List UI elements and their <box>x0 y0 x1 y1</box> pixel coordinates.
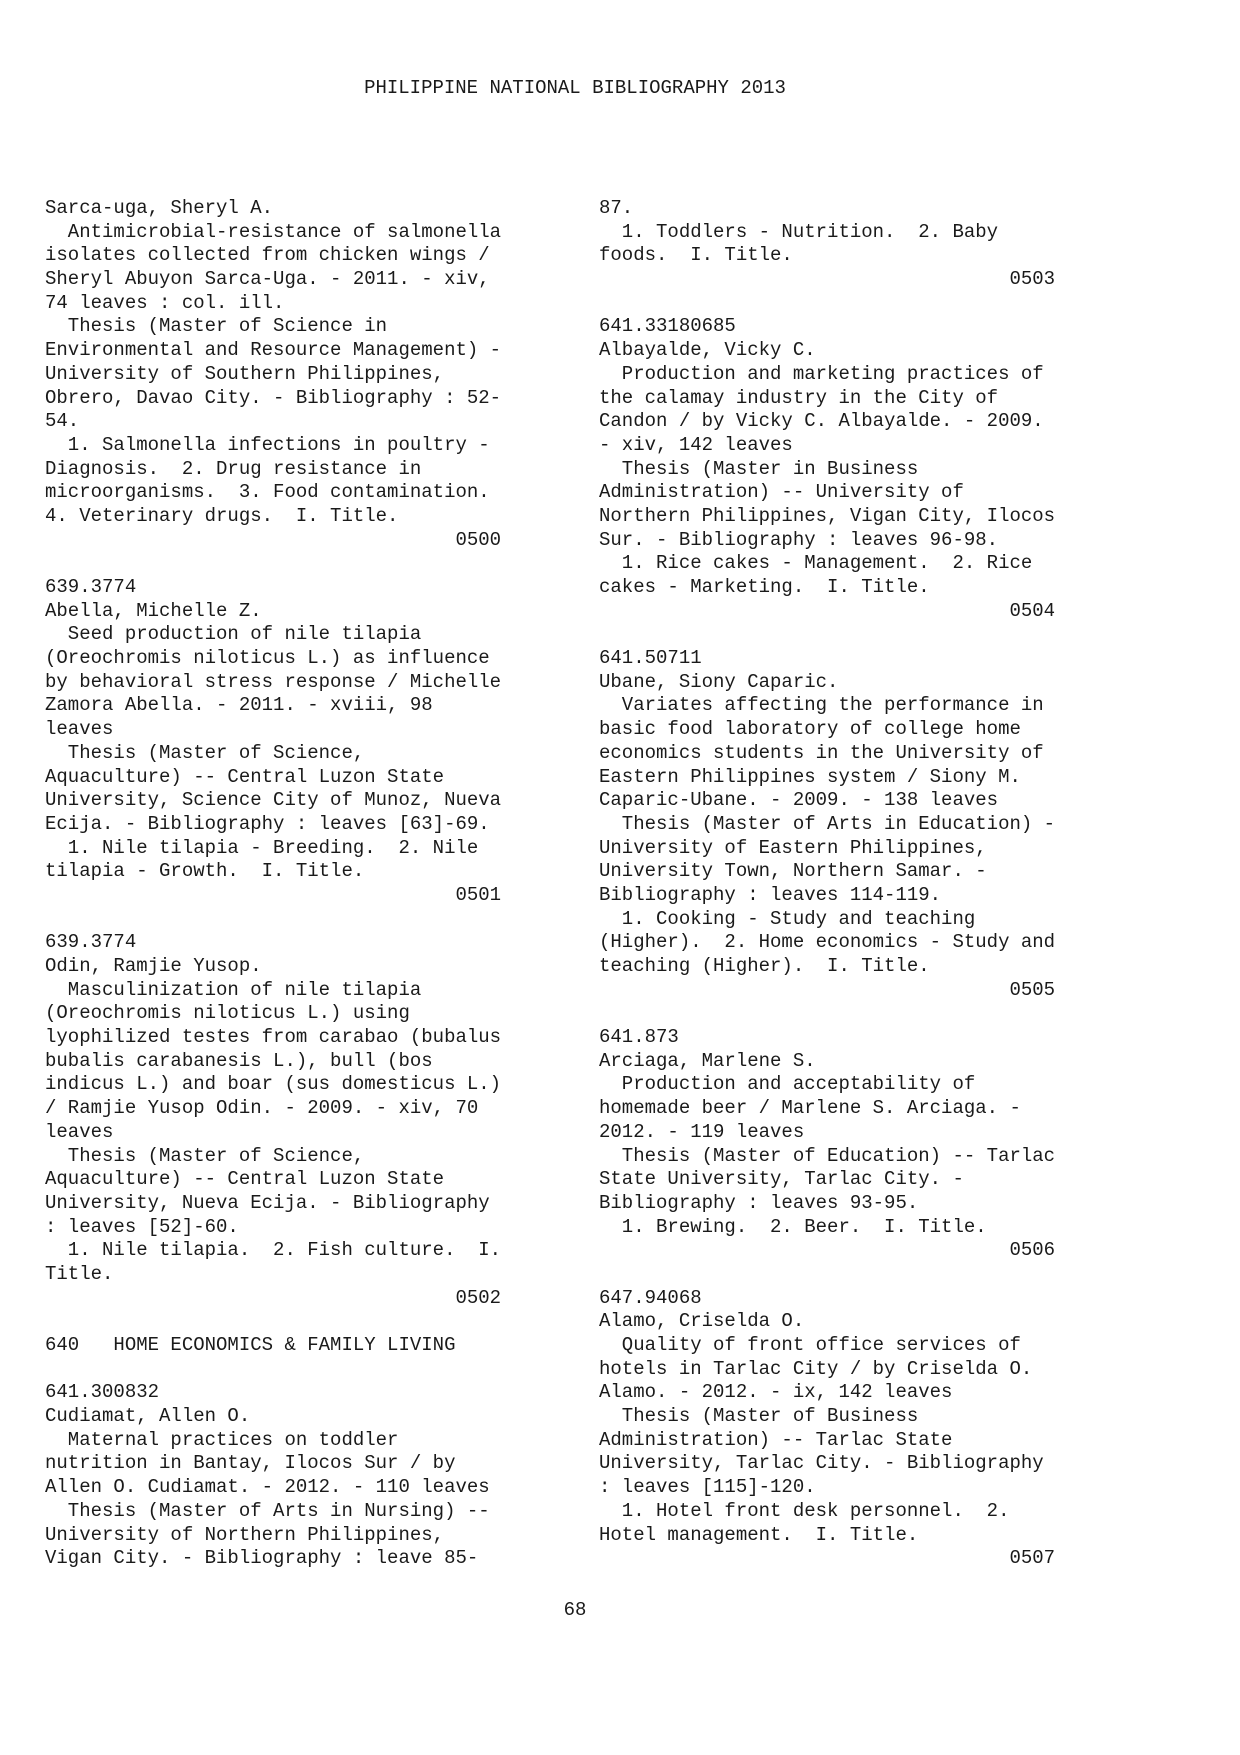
entry-line: 0506 <box>599 1239 1056 1262</box>
entry-line: Maternal practices on toddler <box>45 1428 399 1451</box>
entry-line: Vigan City. - Bibliography : leave 85- <box>45 1547 479 1570</box>
entry-line: University Town, Northern Samar. - <box>599 860 987 883</box>
entry-line: Thesis (Master of Education) -- Tarlac <box>599 1144 1056 1167</box>
entry-line: 1. Toddlers - Nutrition. 2. Baby <box>599 220 999 243</box>
entry-line: (Oreochromis niloticus L.) using <box>45 1002 410 1025</box>
entry-line: teaching (Higher). I. Title. <box>599 955 930 977</box>
entry-line: hotels in Tarlac City / by Criselda O. <box>599 1357 1033 1380</box>
entry-line: economics students in the University of <box>599 741 1044 764</box>
entry-line <box>45 552 545 576</box>
entry-line: 641.50711 <box>599 647 702 670</box>
entry-line: 0501 <box>45 883 502 906</box>
left-column <box>45 197 545 1571</box>
entry-line: foods. I. Title. <box>599 244 793 267</box>
entry-line: Administration) -- University of <box>599 481 964 504</box>
entry-line: Title. <box>45 1262 114 1285</box>
entry-line <box>45 908 545 932</box>
entry-line: the calamay industry in the City of <box>599 386 999 409</box>
entry-line: 1. Rice cakes - Management. 2. Rice <box>599 552 1033 575</box>
entry-line: tilapia - Growth. I. Title. <box>45 860 365 883</box>
entry-line: 0504 <box>599 599 1056 622</box>
entry-line: Caparic-Ubane. - 2009. - 138 leaves <box>599 789 999 812</box>
entry-line: Odin, Ramjie Yusop. <box>45 955 262 977</box>
entry-line: Thesis (Master of Arts in Nursing) -- <box>45 1499 490 1522</box>
entry-line: University of Southern Philippines, <box>45 362 445 385</box>
entry-line: Production and acceptability of <box>599 1073 976 1096</box>
entry-line: Thesis (Master of Science, <box>45 1144 365 1167</box>
entry-line: Aquaculture) -- Central Luzon State <box>45 765 445 788</box>
entry-line: Allen O. Cudiamat. - 2012. - 110 leaves <box>45 1476 490 1499</box>
entry-line: Eastern Philippines system / Siony M. <box>599 765 1021 788</box>
entry-line: 1. Nile tilapia. 2. Fish culture. I. <box>45 1239 502 1262</box>
entry-line: 0505 <box>599 978 1056 1001</box>
entry-line: 641.873 <box>599 1026 679 1049</box>
entry-line: Thesis (Master of Business <box>599 1405 919 1428</box>
entry-line: 0502 <box>45 1286 502 1309</box>
entry-line: 87. <box>599 197 634 219</box>
entry-line: 640 HOME ECONOMICS & FAMILY LIVING <box>45 1334 456 1356</box>
entry-line: Quality of front office services of <box>599 1334 1021 1356</box>
entry-line: Seed production of nile tilapia <box>45 623 422 646</box>
entry-line: Zamora Abella. - 2011. - xviii, 98 <box>45 694 433 717</box>
entry-line: (Higher). 2. Home economics - Study and <box>599 931 1056 954</box>
entry-line: 647.94068 <box>599 1286 702 1309</box>
entry-line: State University, Tarlac City. - <box>599 1168 964 1191</box>
entry-line: nutrition in Bantay, Ilocos Sur / by <box>45 1452 456 1475</box>
entry-line: University, Science City of Munoz, Nueva <box>45 789 502 812</box>
entry-line: 74 leaves : col. ill. <box>45 291 285 314</box>
entry-line <box>599 623 1099 647</box>
entry-line: 1. Nile tilapia - Breeding. 2. Nile <box>45 836 479 859</box>
entry-line: homemade beer / Marlene S. Arciaga. - <box>599 1097 1021 1120</box>
entry-line: Ecija. - Bibliography : leaves [63]-69. <box>45 812 490 835</box>
entry-line: Thesis (Master of Arts in Education) - <box>599 812 1056 835</box>
entry-line: Ubane, Siony Caparic. <box>599 670 839 693</box>
entry-line: Sur. - Bibliography : leaves 96-98. <box>599 528 999 551</box>
entry-line: 1. Salmonella infections in poultry - <box>45 433 490 456</box>
entry-line: lyophilized testes from carabao (bubalus <box>45 1026 502 1049</box>
entry-line: cakes - Marketing. I. Title. <box>599 576 930 598</box>
entry-line: 0507 <box>599 1547 1056 1570</box>
entry-line: : leaves [115]-120. <box>599 1476 816 1499</box>
entry-line: Obrero, Davao City. - Bibliography : 52- <box>45 386 502 409</box>
entry-line: by behavioral stress response / Michelle <box>45 670 502 693</box>
entry-line: Antimicrobial-resistance of salmonella <box>45 220 502 243</box>
entry-line: Hotel management. I. Title. <box>599 1523 919 1546</box>
entry-line: Abella, Michelle Z. <box>45 599 262 622</box>
entry-line <box>45 1358 545 1382</box>
entry-line: basic food laboratory of college home <box>599 718 1021 741</box>
entry-line: 639.3774 <box>45 931 137 954</box>
entry-line: 1. Cooking - Study and teaching <box>599 907 976 930</box>
entry-line: bubalis carabanesis L.), bull (bos <box>45 1049 433 1072</box>
entry-line: University of Northern Philippines, <box>45 1523 445 1546</box>
entry-line: 1. Brewing. 2. Beer. I. Title. <box>599 1215 987 1238</box>
entry-line: indicus L.) and boar (sus domesticus L.) <box>45 1073 502 1096</box>
entry-line <box>599 292 1099 316</box>
right-column <box>599 197 1099 1571</box>
entry-line: Cudiamat, Allen O. <box>45 1405 251 1428</box>
entry-line: University, Nueva Ecija. - Bibliography <box>45 1191 490 1214</box>
entry-line: Thesis (Master of Science in <box>45 315 388 338</box>
entry-line: 639.3774 <box>45 576 137 598</box>
entry-line: (Oreochromis niloticus L.) as influence <box>45 647 490 670</box>
entry-line: Variates affecting the performance in <box>599 694 1044 717</box>
entry-line: Arciaga, Marlene S. <box>599 1049 816 1072</box>
entry-line: Administration) -- Tarlac State <box>599 1428 953 1451</box>
entry-line: Production and marketing practices of <box>599 362 1044 385</box>
entry-line: / Ramjie Yusop Odin. - 2009. - xiv, 70 <box>45 1097 479 1120</box>
entry-line: Thesis (Master in Business <box>599 457 919 480</box>
entry-line: 4. Veterinary drugs. I. Title. <box>45 504 399 527</box>
entry-line: leaves <box>45 1120 114 1143</box>
entry-line: Diagnosis. 2. Drug resistance in <box>45 457 422 480</box>
entry-line: Alamo, Criselda O. <box>599 1310 805 1333</box>
entry-line <box>599 1263 1099 1287</box>
entry-line: University, Tarlac City. - Bibliography <box>599 1452 1044 1475</box>
entry-line: 0500 <box>45 528 502 551</box>
entry-line: Sheryl Abuyon Sarca-Uga. - 2011. - xiv, <box>45 268 490 291</box>
entry-line <box>45 1310 545 1334</box>
entry-line: Alamo. - 2012. - ix, 142 leaves <box>599 1381 953 1404</box>
entry-line: : leaves [52]-60. <box>45 1215 239 1238</box>
entry-line: 641.33180685 <box>599 315 736 338</box>
entry-line: Bibliography : leaves 114-119. <box>599 883 942 906</box>
entry-line: - xiv, 142 leaves <box>599 433 793 456</box>
entry-line: leaves <box>45 718 114 741</box>
entry-line: microorganisms. 3. Food contamination. <box>45 481 490 504</box>
entry-line: University of Eastern Philippines, <box>599 836 987 859</box>
entry-line: Sarca-uga, Sheryl A. <box>45 197 274 219</box>
entry-line: 641.300832 <box>45 1381 160 1404</box>
entry-line: Masculinization of nile tilapia <box>45 978 422 1001</box>
page-number: 68 <box>563 1599 587 1621</box>
page-header: PHILIPPINE NATIONAL BIBLIOGRAPHY 2013 <box>364 77 786 99</box>
entry-line: 1. Hotel front desk personnel. 2. <box>599 1499 1010 1522</box>
entry-line: Thesis (Master of Science, <box>45 741 365 764</box>
entry-line: Bibliography : leaves 93-95. <box>599 1191 919 1214</box>
entry-line: Aquaculture) -- Central Luzon State <box>45 1168 445 1191</box>
entry-line <box>599 1002 1099 1026</box>
entry-line: 54. <box>45 410 80 433</box>
entry-line: 0503 <box>599 268 1056 291</box>
entry-line: 2012. - 119 leaves <box>599 1120 805 1143</box>
entry-line: isolates collected from chicken wings / <box>45 244 490 267</box>
entry-line: Environmental and Resource Management) - <box>45 339 502 362</box>
entry-line: Albayalde, Vicky C. <box>599 339 816 362</box>
entry-line: Candon / by Vicky C. Albayalde. - 2009. <box>599 410 1044 433</box>
entry-line: Northern Philippines, Vigan City, Ilocos <box>599 504 1056 527</box>
